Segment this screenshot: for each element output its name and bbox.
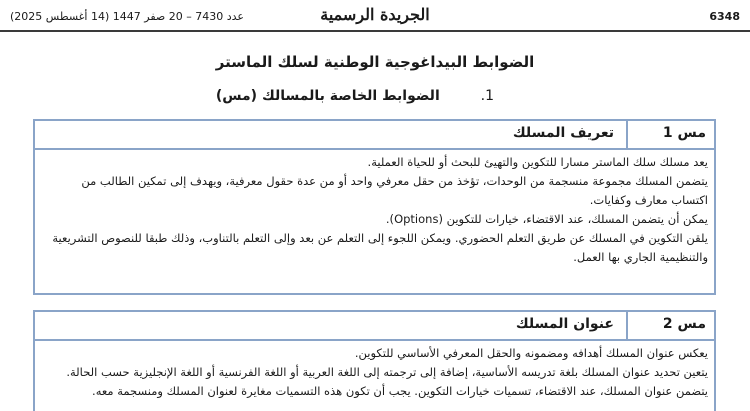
- page-number: 6348: [709, 10, 740, 23]
- page-header: [0, 0, 750, 32]
- journal-title: الجريدة الرسمية: [320, 5, 430, 24]
- section-code: مس 2: [626, 312, 714, 339]
- issue-info: عدد 7430 – 20 صفر 1447 (14 أغسطس 2025): [10, 10, 244, 23]
- section-box-2: [33, 310, 716, 411]
- section-subtitle: [216, 88, 494, 104]
- paragraph: يتعين تحديد عنوان المسلك بلغة تدريسه الأساسية، إضافة إلى ترجمته إلى اللغة العربية أو اللغة الفرنسية أو اللغة الإنجليزية حسب الحالة.: [66, 365, 708, 379]
- paragraph: يتضمن المسلك مجموعة منسجمة من الوحدات، تؤخذ من حقل معرفي واحد أو من عدة حقول معرفية، ويهدف إلى تمكين الطالب من اكتساب معارف وكفايات.: [81, 174, 708, 207]
- document-title: الضوابط البيداغوجية الوطنية لسلك الماستر: [215, 53, 535, 71]
- section-body: [35, 150, 714, 269]
- section-body: [35, 341, 714, 403]
- section-title: تعريف المسلك: [512, 125, 614, 141]
- section-box-1: [33, 119, 716, 295]
- paragraph: يلقن التكوين في المسلك عن طريق التعلم الحضوري. ويمكن اللجوء إلى التعلم عن بعد وإلى التعلم بالتناوب، وذلك طبقا للنصوص التشريعية والتنظيمية الجاري بها العمل.: [52, 231, 708, 264]
- section-header: [35, 121, 714, 150]
- section-code: مس 1: [626, 121, 714, 148]
- paragraph: يعكس عنوان المسلك أهدافه ومضمونه والحقل المعرفي الأساسي للتكوين.: [354, 346, 708, 360]
- section-title: عنوان المسلك: [515, 316, 614, 332]
- subtitle-text: الضوابط الخاصة بالمسالك (مس): [215, 88, 440, 104]
- paragraph: يمكن أن يتضمن المسلك، عند الاقتضاء، خيارات للتكوين (Options).: [385, 212, 708, 226]
- subtitle-number: 1.: [480, 88, 494, 104]
- section-header: [35, 312, 714, 341]
- paragraph: يعد مسلك سلك الماستر مسارا للتكوين والتهيئ للبحث أو للحياة العملية.: [367, 155, 708, 169]
- paragraph: يتضمن عنوان المسلك، عند الاقتضاء، تسميات خيارات التكوين. يجب أن تكون هذه التسميات مغايرة لعنوان المسلك ومنسجمة معه.: [92, 384, 708, 398]
